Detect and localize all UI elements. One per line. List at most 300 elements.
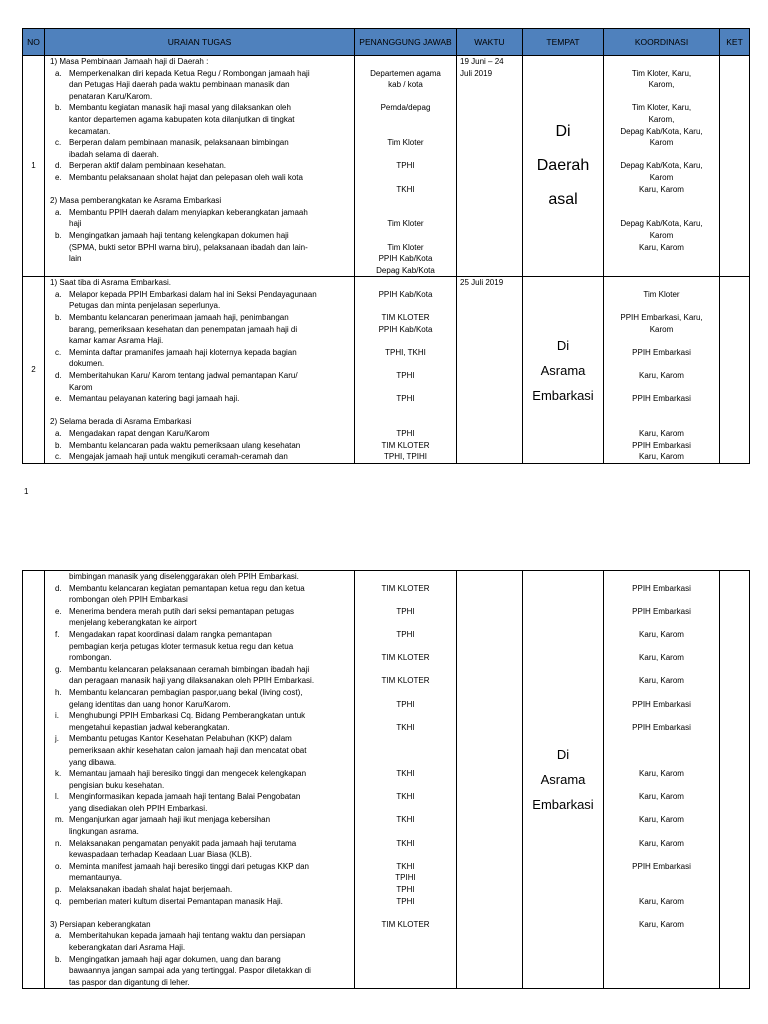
cell-line [355, 149, 456, 161]
task-text: kantor departemen agama kabupaten kota dilanjutkan di tingkat [69, 114, 295, 124]
task-item [47, 896, 352, 908]
item-indent [47, 942, 69, 954]
task-item [47, 230, 352, 242]
cell-line [355, 664, 456, 676]
cell-line [355, 826, 456, 838]
uraian-cell [45, 571, 355, 989]
cell-line: Depag Kab/Kota [376, 265, 435, 275]
cell-line [355, 405, 456, 417]
cell-text: Asrama [540, 772, 586, 788]
cell-text: 19 Juni – 24 [460, 57, 504, 66]
ket-cell [720, 571, 750, 989]
uraian-cell [45, 277, 355, 464]
item-indent [47, 907, 69, 919]
cell-line [604, 907, 719, 919]
task-item-continuation [47, 780, 352, 792]
task-text: pengisian buku kesehatan. [69, 780, 165, 790]
task-item [47, 137, 352, 149]
section-heading [47, 416, 352, 428]
task-item [47, 451, 352, 463]
cell-line [604, 977, 719, 989]
cell-line: TKHI [396, 769, 415, 779]
row-number [23, 571, 45, 989]
cell-line: PPIH Embarkasi [632, 394, 691, 404]
item-letter: k. [55, 769, 62, 779]
task-text: Meminta manifest jamaah haji beresiko tinggi dari petugas KKP dan [69, 861, 309, 871]
cell-line: Karu, Karom [639, 815, 684, 825]
cell-line: TPHI [396, 885, 415, 895]
cell-line: PPIH Embarkasi [632, 583, 691, 593]
item-indent [47, 114, 69, 126]
task-item [47, 160, 352, 172]
task-item [47, 861, 352, 873]
item-letter: e. [55, 394, 62, 404]
task-text: pemeriksaan akhir kesehatan calon jamaah haji dan mencatat obat [69, 745, 307, 755]
task-text: Mengingatkan jamaah haji tentang kelengkapan dokumen haji [69, 230, 289, 240]
cell-line [355, 91, 456, 103]
item-indent [47, 405, 69, 417]
task-item-continuation [47, 358, 352, 370]
task-text: Membantu kelancaran pelaksanaan ceramah bimbingan ibadah haji [69, 664, 310, 674]
task-item-continuation [47, 335, 352, 347]
task-text: Membantu kegiatan manasik haji masal yang dilaksankan oleh [69, 103, 291, 113]
item-letter: b. [55, 103, 62, 113]
cell-line: Karu, Karom [639, 676, 684, 686]
waktu-cell [457, 277, 523, 464]
uraian-cell [45, 56, 355, 277]
task-item [47, 428, 352, 440]
item-letter: a. [55, 207, 62, 217]
task-text: Mengadakan rapat dengan Karu/Karom [69, 429, 210, 438]
cell-line [604, 710, 719, 722]
cell-line: Karu, Karom [639, 838, 684, 848]
item-indent [47, 184, 69, 196]
cell-line: Karu, Karom [639, 629, 684, 639]
cell-line: PPIH Kab/Kota [378, 254, 433, 264]
cell-line [604, 954, 719, 966]
cell-line [604, 745, 719, 757]
task-item [47, 791, 352, 803]
task-item [47, 838, 352, 850]
cell-line [604, 780, 719, 792]
task-item-continuation [47, 79, 352, 91]
cell-line: TPHI [396, 606, 415, 616]
cell-line: Karom [649, 324, 674, 334]
task-text: Menghubungi PPIH Embarkasi Cq. Bidang Pemberangkatan untuk [69, 711, 306, 721]
task-item-continuation [47, 872, 352, 884]
cell-line: TIM KLOTER [381, 440, 430, 450]
task-item [47, 172, 352, 184]
item-letter: a. [55, 68, 62, 78]
item-indent [47, 617, 69, 629]
task-item-continuation [47, 826, 352, 838]
task-item-continuation [47, 745, 352, 757]
cell-line [604, 277, 719, 289]
item-letter: j. [55, 734, 59, 744]
cell-line: TKHI [396, 861, 415, 871]
cell-line [355, 930, 456, 942]
penanggung-cell [355, 571, 457, 989]
item-indent [47, 826, 69, 838]
cell-line [355, 780, 456, 792]
item-letter: d. [55, 371, 62, 381]
penanggung-cell [355, 277, 457, 464]
task-item-continuation [47, 571, 352, 583]
header-no: NO [23, 29, 45, 56]
item-indent [47, 149, 69, 161]
cell-line [355, 416, 456, 428]
cell-line: TPHI [396, 394, 415, 404]
item-letter: e. [55, 172, 62, 182]
item-indent [47, 265, 69, 277]
task-item [47, 710, 352, 722]
item-indent [47, 757, 69, 769]
task-text: pemberian materi kultum disertai Pemantapan manasik Haji. [69, 896, 283, 906]
task-item [47, 207, 352, 219]
item-letter: l. [55, 792, 59, 802]
item-indent [47, 652, 69, 664]
cell-line [604, 253, 719, 265]
cell-line: PPIH Kab/Kota [378, 289, 433, 299]
item-indent [47, 358, 69, 370]
task-text: Membantu kelancaran pembagian paspor,uang bekal (living cost), [69, 687, 303, 697]
cell-line: TIM KLOTER [381, 676, 430, 686]
cell-line: TPIHI [395, 873, 416, 883]
blank-line [47, 184, 352, 196]
task-text: Memberitahukan kepada jamaah haji tentang waktu dan persiapan [69, 931, 306, 941]
cell-line [604, 149, 719, 161]
task-item [47, 629, 352, 641]
task-item-continuation [47, 699, 352, 711]
task-text: rombongan oleh PPIH Embarkasi [69, 595, 188, 605]
ket-cell [720, 277, 750, 464]
cell-line: Karu, Karom [639, 919, 684, 929]
cell-line: Departemen agama [370, 68, 441, 78]
cell-line [355, 126, 456, 138]
task-text: menjelang keberangkatan ke airport [69, 618, 197, 628]
task-text: lain [69, 254, 82, 264]
header-koordinasi: KOORDINASI [604, 29, 720, 56]
waktu-cell [457, 571, 523, 989]
item-letter: q. [55, 896, 62, 906]
task-text: Melaksanakan ibadah shalat hajat berjemaah. [69, 885, 233, 895]
task-item [47, 733, 352, 745]
cell-text: Embarkasi [532, 387, 594, 403]
cell-line [604, 571, 719, 583]
task-item-continuation [47, 652, 352, 664]
task-item-continuation [47, 849, 352, 861]
task-item-continuation [47, 218, 352, 230]
cell-line: TPHI [396, 429, 415, 438]
task-item-continuation [47, 114, 352, 126]
cell-line: TPHI [396, 699, 415, 709]
tempat-cell [523, 571, 604, 989]
task-text: bimbingan manasik yang diselenggarakan oleh PPIH Embarkasi. [69, 572, 299, 581]
header-ket: KET [720, 29, 750, 56]
koordinasi-cell [604, 56, 720, 277]
item-indent [47, 242, 69, 254]
task-text: dokumen. [69, 359, 105, 369]
item-letter: c. [55, 347, 62, 357]
cell-line [355, 277, 456, 289]
cell-line: TKHI [396, 815, 415, 825]
task-item-continuation [47, 149, 352, 161]
cell-line: TPHI [396, 896, 415, 906]
task-text: gelang identitas dan uang honor Karu/Karom. [69, 699, 231, 709]
item-indent [47, 594, 69, 606]
cell-line [355, 230, 456, 242]
cell-line: Karu, Karom [639, 792, 684, 802]
cell-line: Karu, Karom [639, 896, 684, 906]
task-text: Menganjurkan agar jamaah haji ikut menjaga kebersihan [69, 815, 271, 825]
task-item [47, 289, 352, 301]
task-item [47, 664, 352, 676]
item-letter: c. [55, 138, 62, 148]
task-text: Memperkenalkan diri kepada Ketua Regu / Rombongan jamaah haji [69, 68, 310, 78]
task-item [47, 687, 352, 699]
task-text: dan Petugas Haji daerah pada waktu pembinaan manasik dan [69, 80, 290, 90]
task-text: Memberitahukan Karu/ Karom tentang jadwal pemantapan Karu/ [69, 371, 298, 381]
task-item [47, 370, 352, 382]
cell-line: PPIH Embarkasi [632, 722, 691, 732]
item-indent [47, 79, 69, 91]
cell-line [604, 849, 719, 861]
cell-text: Juli 2019 [460, 68, 493, 78]
item-indent [47, 253, 69, 265]
blank-line [47, 265, 352, 277]
task-item-continuation [47, 300, 352, 312]
item-letter: a. [55, 429, 62, 438]
item-indent [47, 675, 69, 687]
task-item [47, 102, 352, 114]
cell-line: Tim Kloter [387, 138, 424, 148]
item-indent [47, 91, 69, 103]
item-letter: e. [55, 606, 62, 616]
cell-line [604, 335, 719, 347]
cell-line: kab / kota [388, 80, 423, 90]
task-text: rombongan. [69, 653, 112, 663]
task-text: kecamatan. [69, 126, 111, 136]
task-item-continuation [47, 242, 352, 254]
item-letter: f. [55, 629, 60, 639]
task-text: Membantu pelaksanaan sholat hajat dan pelepasan oleh wali kota [69, 172, 303, 182]
task-text: ibadah selama di daerah. [69, 149, 159, 159]
page-footnote-number: 1 [24, 487, 29, 496]
cell-text: asal [548, 191, 578, 209]
item-letter: b. [55, 230, 62, 240]
cell-line [604, 300, 719, 312]
cell-line [355, 745, 456, 757]
task-text: mengetahui kepastian jadwal keberangkatan. [69, 722, 230, 732]
task-item-continuation [47, 803, 352, 815]
table-row [23, 56, 750, 277]
cell-line [604, 91, 719, 103]
item-letter: b. [55, 440, 62, 450]
item-letter: m. [55, 815, 64, 825]
task-item [47, 606, 352, 618]
task-text: memantaunya. [69, 873, 122, 883]
cell-line [604, 405, 719, 417]
cell-line [604, 826, 719, 838]
task-table-page-1 [22, 28, 750, 464]
header-penanggung-jawab: PENANGGUNG JAWAB [355, 29, 457, 56]
task-text: Membantu kelancaran pada waktu pemeriksaan ulang kesehatan [69, 440, 301, 450]
task-item [47, 583, 352, 595]
cell-line [355, 687, 456, 699]
cell-line: TPHI [396, 161, 415, 171]
section-heading [47, 56, 352, 68]
task-item [47, 440, 352, 452]
cell-line: TPHI, TPIHI [384, 452, 427, 462]
cell-line: TKHI [396, 722, 415, 732]
item-letter: g. [55, 664, 62, 674]
cell-line [355, 977, 456, 989]
cell-line: Tim Kloter, Karu, [631, 68, 692, 78]
cell-text: Di [556, 337, 570, 353]
cell-line: TKHI [396, 792, 415, 802]
item-letter: n. [55, 838, 62, 848]
task-item-continuation [47, 382, 352, 394]
cell-line [604, 884, 719, 896]
task-item-continuation [47, 942, 352, 954]
cell-line: PPIH Embarkasi [632, 347, 691, 357]
item-indent [47, 126, 69, 138]
cell-line [355, 710, 456, 722]
task-item-continuation [47, 757, 352, 769]
task-item-continuation [47, 126, 352, 138]
cell-line [355, 195, 456, 207]
cell-line: Tim Kloter, Karu, [631, 103, 692, 113]
item-letter: b. [55, 313, 62, 323]
item-indent [47, 849, 69, 861]
section-heading-text: 2) Selama berada di Asrama Embarkasi [50, 417, 192, 427]
item-indent [47, 382, 69, 394]
table-row [23, 277, 750, 464]
section-heading-text: 1) Masa Pembinaan Jamaah haji di Daerah : [50, 57, 209, 66]
cell-text: 25 Juli 2019 [460, 278, 504, 288]
task-text: kewaspadaan terhadap Keadaan Luar Biasa (KLB). [69, 850, 252, 860]
cell-line: Karu, Karom [639, 429, 684, 438]
cell-line [355, 641, 456, 653]
task-text: pembagian kerja petugas kloter termasuk ketua regu dan ketua [69, 641, 294, 651]
cell-line: Karu, Karom [639, 242, 684, 252]
cell-line [355, 335, 456, 347]
cell-line: PPIH Kab/Kota [378, 324, 433, 334]
task-text: Petugas dan minta penjelasan seperlunya. [69, 301, 221, 311]
cell-text: Embarkasi [532, 797, 594, 813]
cell-line: PPIH Embarkasi, Karu, [620, 313, 703, 323]
task-text: Melaksanakan pengamatan penyakit pada jamaah haji terutama [69, 838, 297, 848]
item-indent [47, 722, 69, 734]
cell-line: Depag Kab/Kota, Karu, [620, 126, 703, 136]
task-text: lingkungan asrama. [69, 827, 139, 837]
blank-line [47, 907, 352, 919]
item-letter: d. [55, 161, 62, 171]
task-item-continuation [47, 977, 352, 989]
cell-line [604, 382, 719, 394]
blank-line [47, 405, 352, 417]
cell-line: Karom [649, 172, 674, 182]
task-text: haji [69, 219, 82, 229]
cell-line [355, 300, 456, 312]
cell-line [355, 733, 456, 745]
task-text: keberangkatan dari Asrama Haji. [69, 943, 186, 952]
tempat-cell [523, 56, 604, 277]
cell-line [355, 965, 456, 977]
task-text: yang disediakan oleh PPIH Embarkasi. [69, 803, 208, 813]
task-item-continuation [47, 722, 352, 734]
task-item-continuation [47, 594, 352, 606]
cell-line: PPIH Embarkasi [632, 440, 691, 450]
cell-line: Karom [649, 230, 674, 240]
item-indent [47, 641, 69, 653]
item-indent [47, 324, 69, 336]
cell-line [604, 687, 719, 699]
task-text: Berperan dalam pembinaan manasik, pelaksanaan bimbingan [69, 138, 289, 148]
cell-line: Karu, Karom [639, 769, 684, 779]
task-text: Menginformasikan kepada jamaah haji tentang Balai Pengobatan [69, 792, 301, 802]
task-item [47, 393, 352, 405]
item-letter: p. [55, 885, 62, 895]
cell-line [355, 849, 456, 861]
task-text: penataran Karu/Karom. [69, 91, 153, 101]
cell-line: TPHI [396, 371, 415, 381]
cell-line: Karu, Karom [639, 653, 684, 663]
task-item [47, 954, 352, 966]
cell-line: TPHI, TKHI [385, 347, 426, 357]
section-heading-text: 1) Saat tiba di Asrama Embarkasi. [50, 278, 171, 288]
cell-line [604, 265, 719, 277]
task-item-continuation [47, 617, 352, 629]
item-letter: o. [55, 861, 62, 871]
cell-line [355, 617, 456, 629]
cell-line [355, 382, 456, 394]
cell-line [355, 757, 456, 769]
penanggung-cell [355, 56, 457, 277]
cell-line: Karom, [648, 114, 675, 124]
tempat-cell [523, 277, 604, 464]
task-text: Memantau jamaah haji beresiko tinggi dan mengecek kelengkapan [69, 769, 307, 779]
item-letter: d. [55, 583, 62, 593]
cell-line: Tim Kloter [643, 289, 680, 299]
item-letter: b. [55, 954, 62, 964]
cell-line: Karom [649, 138, 674, 148]
cell-line: TIM KLOTER [381, 313, 430, 323]
task-text: Membantu kelancaran penerimaan jamaah haji, penimbangan [69, 313, 289, 323]
task-text: Berperan aktif dalam pembinaan kesehatan. [69, 161, 226, 171]
cell-line: Karu, Karom [639, 371, 684, 381]
koordinasi-cell [604, 277, 720, 464]
task-text: Meminta daftar pramanifes jamaah haji kloternya kepada bagian [69, 347, 297, 357]
task-text: Mengajak jamaah haji untuk mengikuti ceramah-ceramah dan [69, 452, 288, 462]
cell-line [355, 56, 456, 68]
task-item [47, 930, 352, 942]
cell-line [355, 571, 456, 583]
task-text: yang dibawa. [69, 757, 117, 767]
task-text: tas paspor dan digantung di leher. [69, 977, 190, 987]
task-text: Melapor kepada PPIH Embarkasi dalam hal ini Seksi Pendayagunaan [69, 289, 317, 299]
task-text: Karom [69, 382, 93, 392]
task-text: Mengadakan rapat koordinasi dalam rangka pemantapan [69, 629, 272, 639]
cell-line: Tim Kloter [387, 242, 424, 252]
item-letter: c. [55, 452, 62, 462]
task-text: kamar kamar Asrama Haji. [69, 336, 164, 346]
task-text: Membantu petugas Kantor Kesehatan Pelabuhan (KKP) dalam [69, 734, 292, 744]
table-header-row [23, 29, 750, 56]
task-text: Menerima bendera merah putih dari seksi pemantapan petugas [69, 606, 295, 616]
task-item [47, 312, 352, 324]
section-heading-text: 2) Masa pemberangkatan ke Asrama Embarkasi [50, 196, 222, 206]
